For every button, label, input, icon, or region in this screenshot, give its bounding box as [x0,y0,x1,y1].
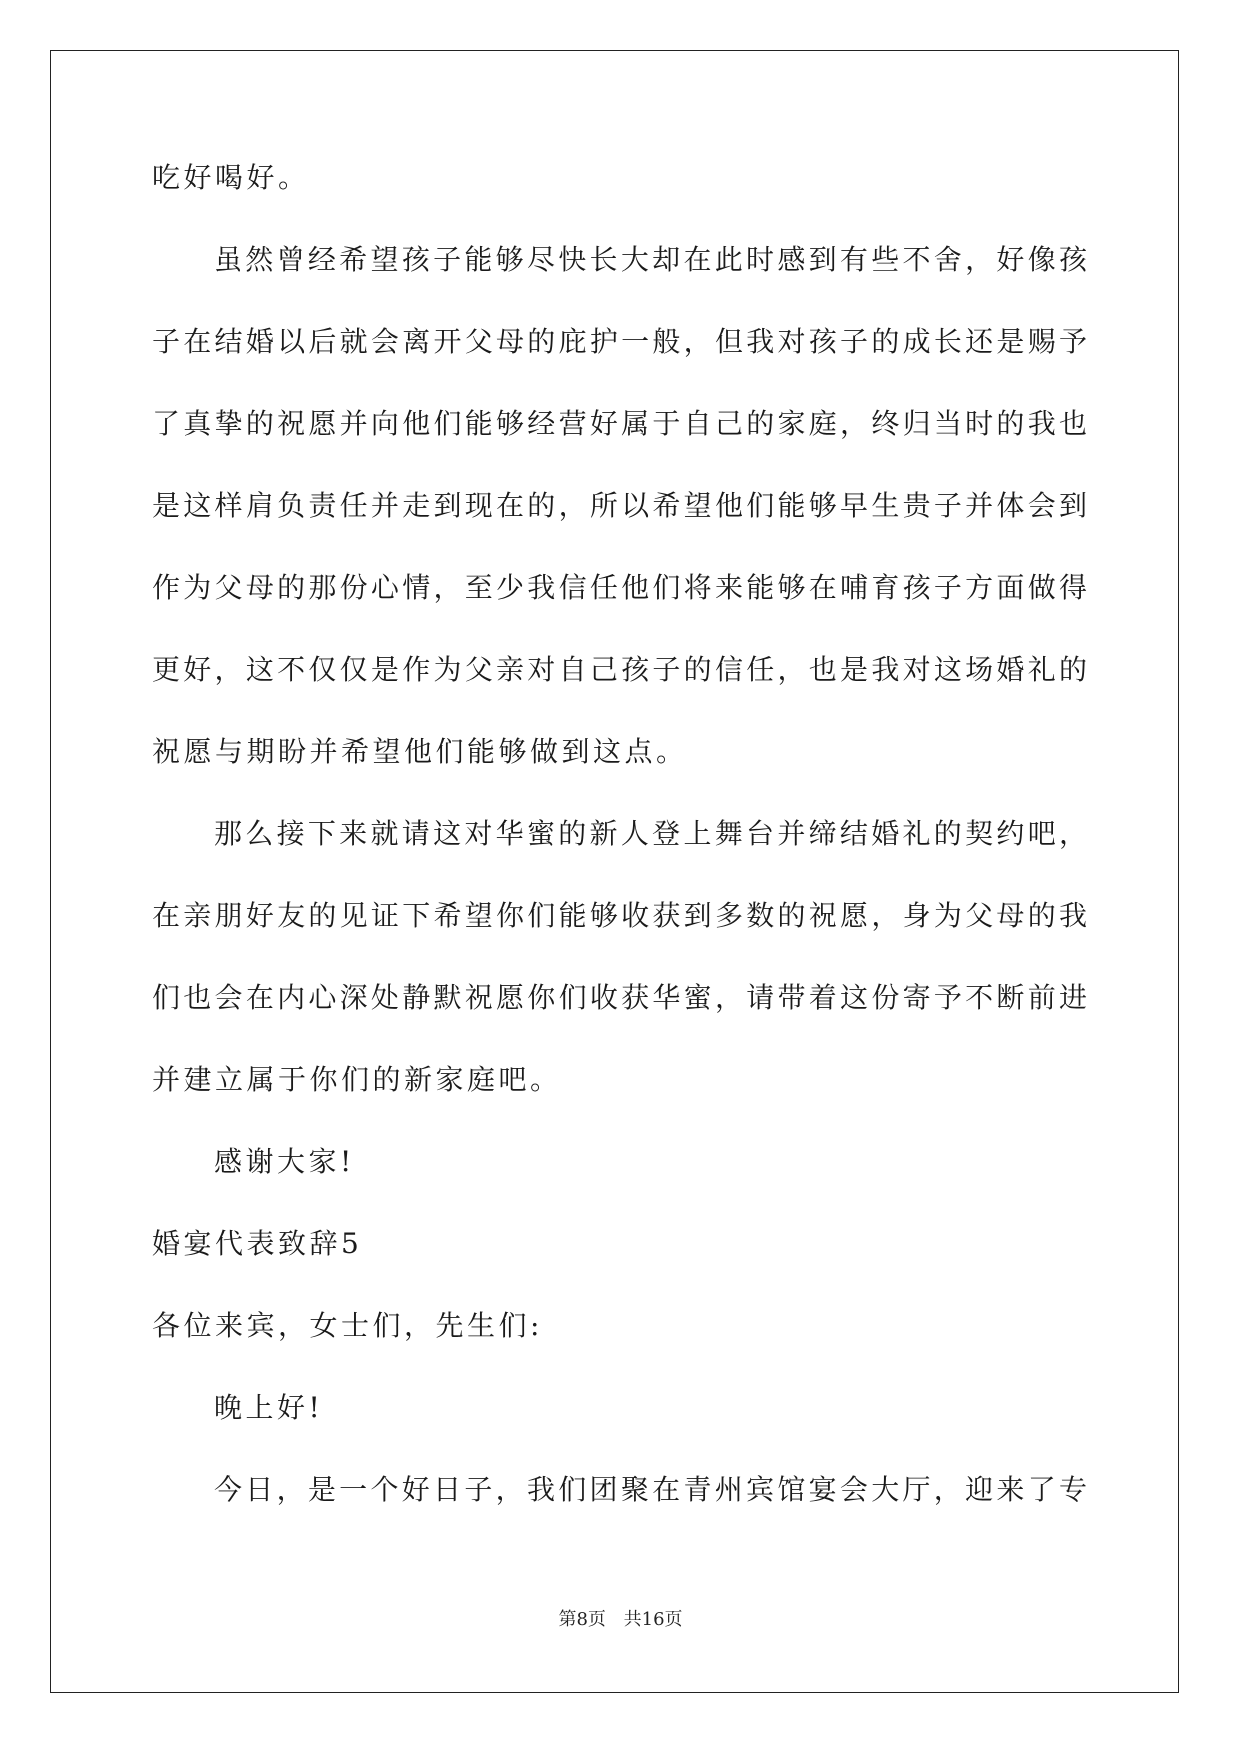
section-heading: 婚宴代表致辞5 [152,1227,363,1260]
paragraph-line: 今日，是一个好日子，我们团聚在青州宾馆宴会大厅，迎来了专 [214,1473,1087,1506]
page-total: 共16页 [623,1609,683,1630]
document-body [152,157,1087,1551]
paragraph-line: 那么接下来就请这对华蜜的新人登上舞台并缔结婚礼的契约吧， [214,817,1087,850]
page-footer [0,1609,1241,1631]
greeting-line: 晚上好! [214,1391,324,1424]
paragraph-line: 祝愿与期盼并希望他们能够做到这点。 [152,735,688,768]
paragraph-line: 吃好喝好。 [152,161,310,194]
paragraph-line: 在亲朋好友的见证下希望你们能够收获到多数的祝愿，身为父母的我 [152,899,1087,932]
paragraph-line: 更好，这不仅仅是作为父亲对自己孩子的信任，也是我对这场婚礼的 [152,653,1087,686]
paragraph-line: 虽然曾经希望孩子能够尽快长大却在此时感到有些不舍，好像孩 [214,243,1087,276]
paragraph-line: 子在结婚以后就会离开父母的庇护一般，但我对孩子的成长还是赐予 [152,325,1087,358]
paragraph-line: 们也会在内心深处静默祝愿你们收获华蜜，请带着这份寄予不断前进 [152,981,1087,1014]
salutation-line: 各位来宾，女士们，先生们: [152,1309,543,1342]
paragraph-line: 了真挚的祝愿并向他们能够经营好属于自己的家庭，终归当时的我也 [152,407,1087,440]
page-number: 第8页 [558,1609,606,1630]
closing-line: 感谢大家! [214,1145,355,1178]
paragraph-line: 作为父母的那份心情，至少我信任他们将来能够在哺育孩子方面做得 [152,571,1087,604]
paragraph-line: 并建立属于你们的新家庭吧。 [152,1063,562,1096]
paragraph-line: 是这样肩负责任并走到现在的，所以希望他们能够早生贵子并体会到 [152,489,1087,522]
